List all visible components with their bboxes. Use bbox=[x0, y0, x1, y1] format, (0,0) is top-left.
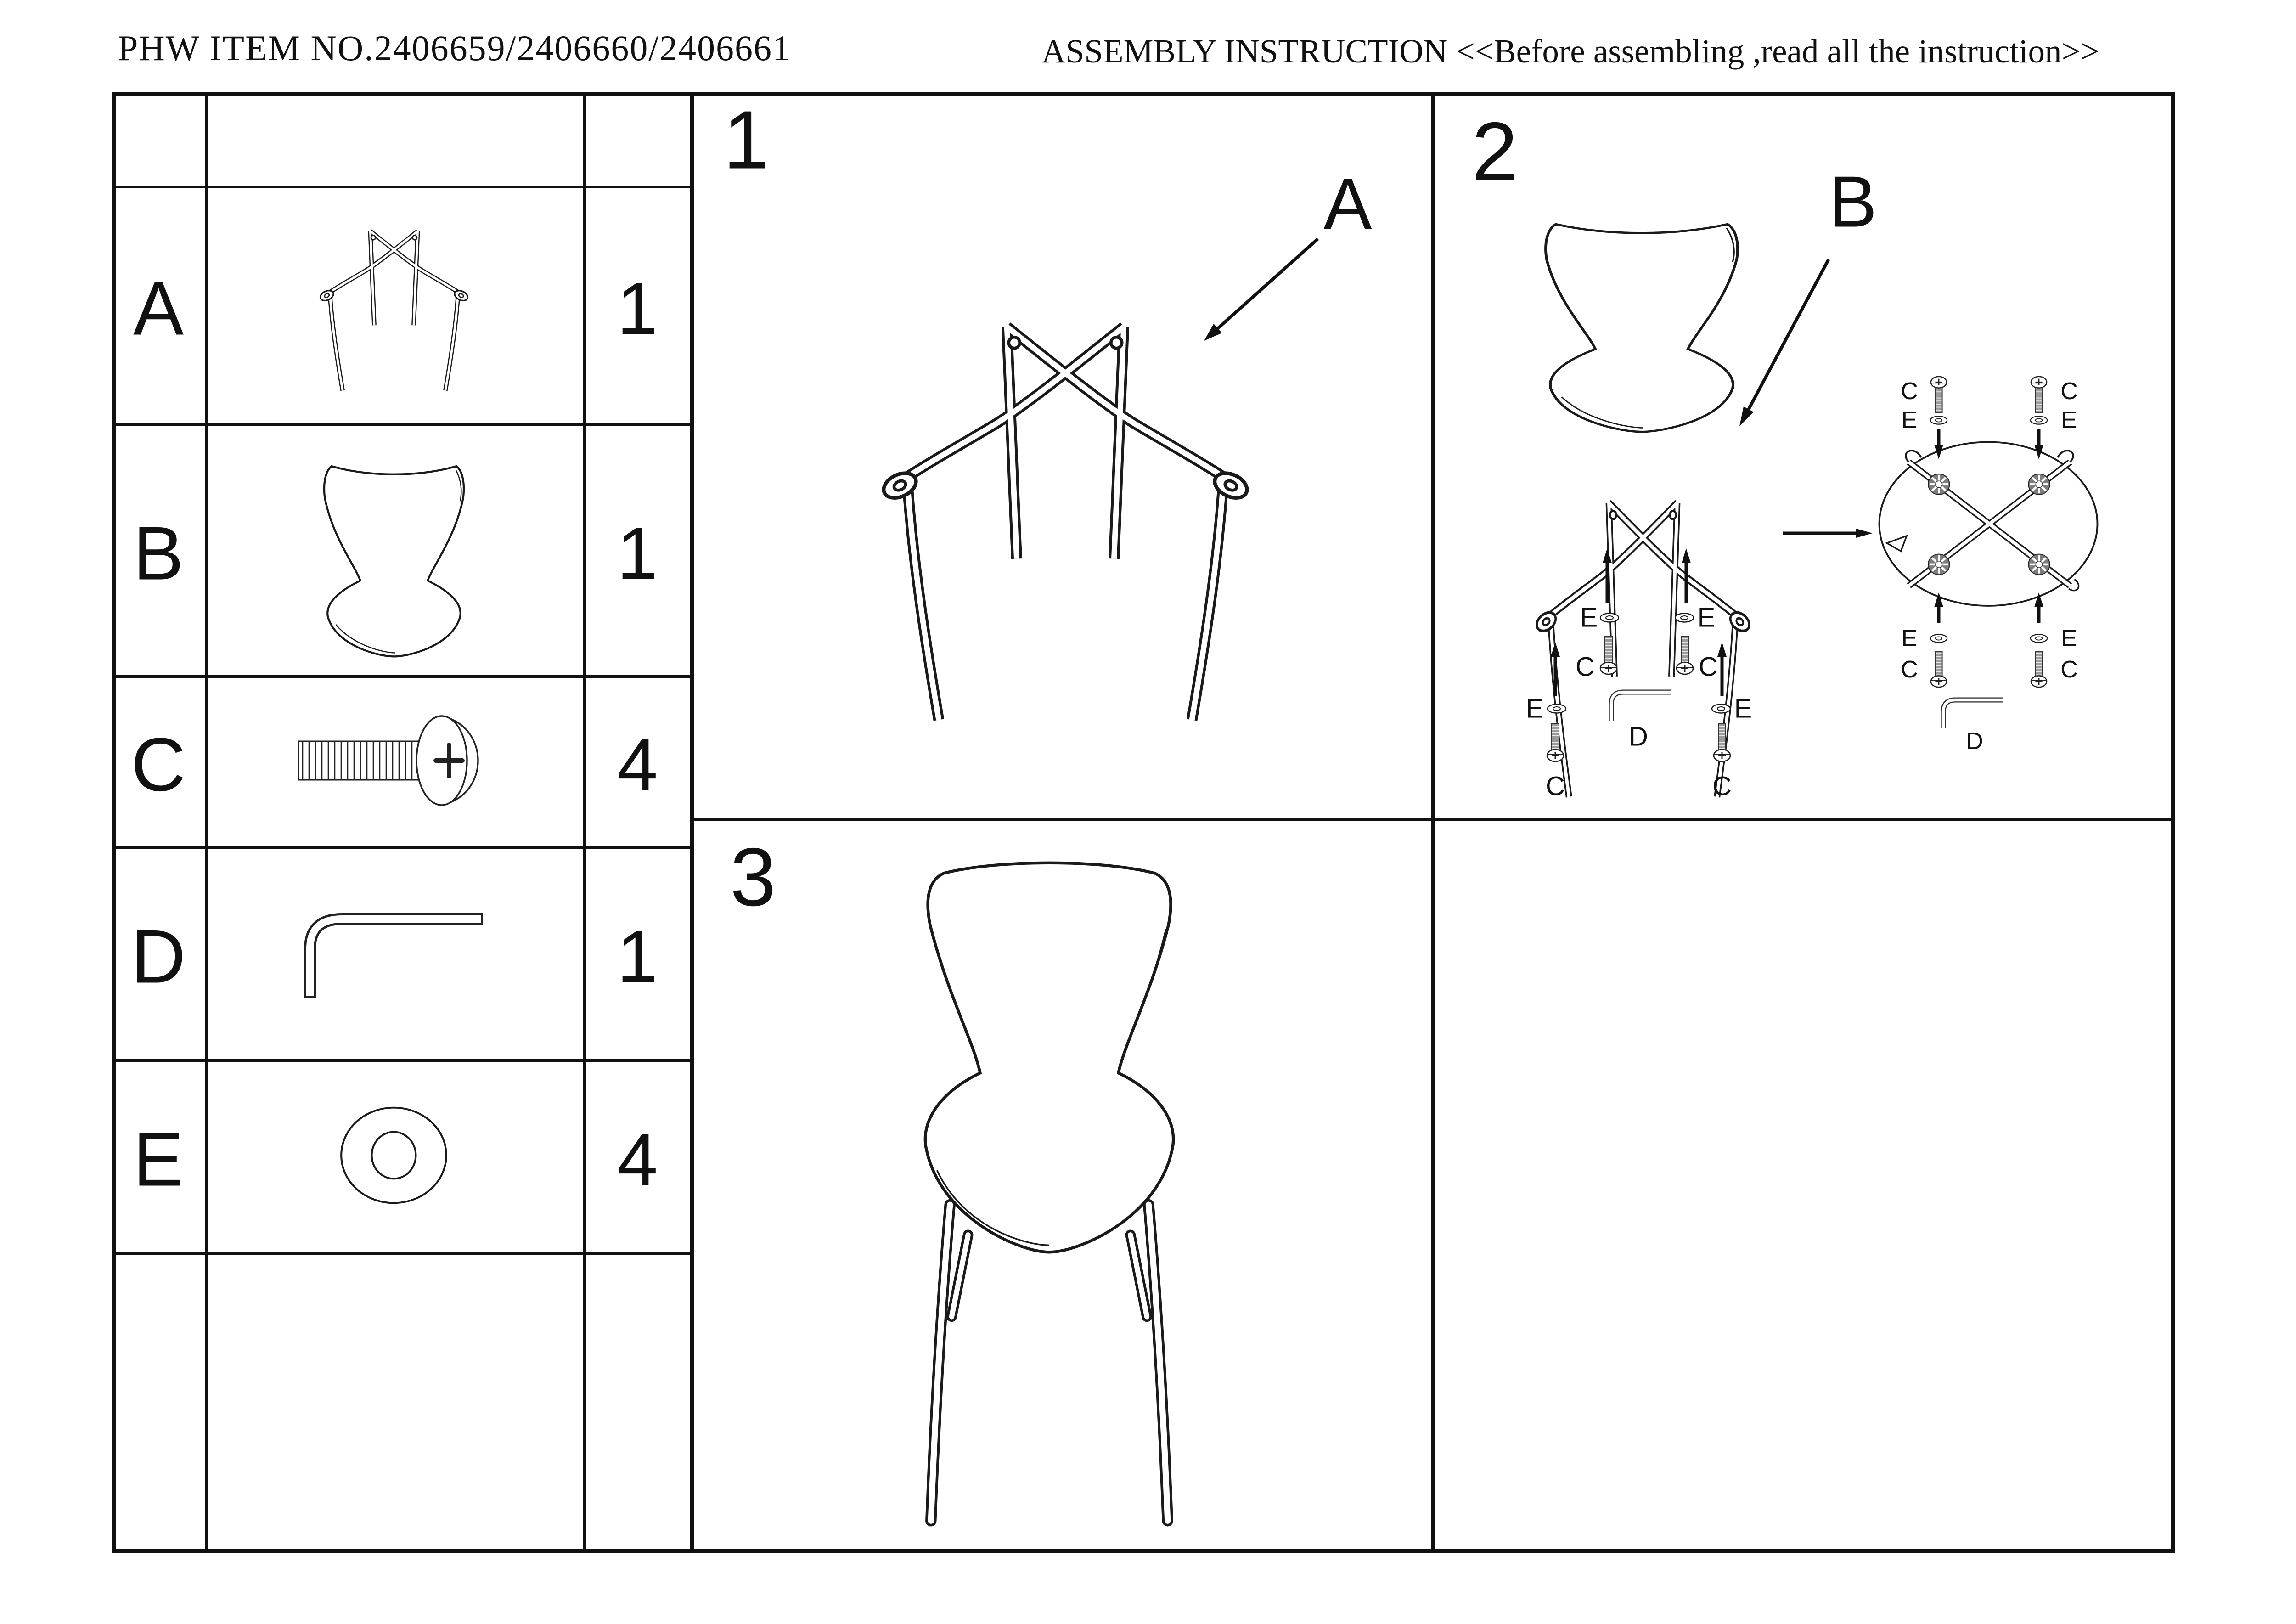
screw-icon bbox=[280, 692, 501, 829]
table-row-divider-3 bbox=[112, 675, 692, 678]
part-letter-b: B bbox=[133, 511, 184, 596]
screw-icon bbox=[1930, 374, 1948, 414]
step2-callout-b: B bbox=[1829, 161, 1877, 242]
part-qty-b: 1 bbox=[617, 512, 658, 594]
arrow-up-icon bbox=[1680, 547, 1692, 605]
part-qty-a: 1 bbox=[617, 267, 658, 350]
washer-label: E bbox=[1901, 625, 1918, 652]
screw-icon bbox=[1712, 722, 1732, 764]
table-col-divider-2 bbox=[583, 92, 586, 1551]
table-col-divider-1 bbox=[205, 92, 208, 1551]
screw-label: C bbox=[1576, 652, 1595, 682]
table-row-divider-1 bbox=[112, 186, 692, 188]
screw-label: C bbox=[2060, 378, 2078, 405]
washer-icon bbox=[2029, 416, 2049, 425]
screw-label: C bbox=[2060, 656, 2078, 683]
screw-icon bbox=[1599, 635, 1618, 677]
allen-key-icon bbox=[289, 898, 496, 1006]
arrow-up-icon bbox=[1601, 547, 1613, 605]
step3-assembled-chair-drawing bbox=[868, 847, 1231, 1536]
tool-label: D bbox=[1629, 722, 1648, 752]
step2-seat-bottom-view-drawing bbox=[1874, 439, 2103, 618]
panel-divider-vertical bbox=[1431, 92, 1435, 1551]
washer-icon bbox=[2029, 634, 2049, 643]
table-row-divider-4 bbox=[112, 846, 692, 849]
screw-icon bbox=[2030, 649, 2048, 690]
washer-icon bbox=[1711, 704, 1731, 714]
step1-callout-arrow bbox=[1194, 225, 1327, 349]
washer-label: E bbox=[1697, 603, 1716, 633]
screw-icon bbox=[1930, 649, 1948, 690]
screw-label: C bbox=[1546, 771, 1565, 801]
border-top bbox=[112, 92, 2174, 96]
arrow-up-icon bbox=[1716, 641, 1728, 699]
arrow-right-icon bbox=[1782, 527, 1874, 539]
screw-label: C bbox=[1901, 378, 1918, 405]
washer-icon bbox=[1929, 634, 1949, 643]
part-letter-e: E bbox=[133, 1117, 184, 1202]
step2-callout-arrow bbox=[1731, 253, 1837, 432]
washer-icon bbox=[1674, 613, 1694, 623]
screw-icon bbox=[2030, 374, 2048, 414]
step2-seat-shell-drawing bbox=[1515, 197, 1768, 433]
washer-label: E bbox=[2061, 625, 2077, 652]
arrow-down-icon bbox=[1933, 428, 1945, 460]
part-qty-c: 4 bbox=[617, 723, 658, 806]
table-row-divider-5 bbox=[112, 1059, 692, 1062]
step3-number: 3 bbox=[730, 831, 777, 924]
part-letter-c: C bbox=[131, 722, 186, 807]
item-number: PHW ITEM NO.2406659/2406660/2406661 bbox=[118, 28, 792, 68]
washer-icon bbox=[1599, 613, 1620, 623]
arrow-up-icon bbox=[2033, 592, 2045, 624]
panel-divider-horizontal bbox=[690, 818, 2175, 821]
table-row-divider-6 bbox=[112, 1252, 692, 1255]
washer-label: E bbox=[1525, 694, 1544, 724]
washer-label: E bbox=[1734, 694, 1752, 724]
border-bottom bbox=[112, 1549, 2174, 1553]
washer-icon bbox=[338, 1101, 450, 1209]
arrow-up-icon bbox=[1549, 641, 1561, 699]
screw-label: C bbox=[1712, 771, 1732, 801]
allen-key-icon bbox=[1937, 694, 2006, 731]
tool-label: D bbox=[1966, 728, 1983, 755]
part-letter-d: D bbox=[131, 914, 186, 999]
border-right bbox=[2171, 92, 2175, 1553]
washer-icon bbox=[1547, 704, 1567, 714]
page-title: ASSEMBLY INSTRUCTION <<Before assembling ,read all the instruction>> bbox=[1041, 33, 2099, 70]
washer-label: E bbox=[1901, 407, 1918, 434]
border-left bbox=[112, 92, 116, 1553]
screw-icon bbox=[1675, 635, 1694, 677]
table-right-edge bbox=[690, 92, 694, 1551]
screw-icon bbox=[1546, 722, 1565, 764]
table-row-divider-2 bbox=[112, 423, 692, 426]
arrow-up-icon bbox=[1933, 592, 1945, 624]
step2-base-frame-drawing bbox=[1501, 465, 1785, 812]
screw-label: C bbox=[1901, 656, 1918, 683]
screw-label: C bbox=[1699, 652, 1718, 682]
arrow-down-icon bbox=[2033, 428, 2045, 460]
step1-callout-a: A bbox=[1323, 164, 1372, 245]
part-letter-a: A bbox=[133, 266, 184, 351]
step2-number: 2 bbox=[1471, 105, 1518, 198]
washer-label: E bbox=[2061, 407, 2077, 434]
washer-label: E bbox=[1580, 603, 1598, 633]
chair-base-frame-icon bbox=[295, 210, 493, 399]
seat-shell-icon bbox=[302, 441, 486, 658]
allen-key-icon bbox=[1605, 687, 1674, 723]
step1-number: 1 bbox=[723, 94, 770, 186]
part-qty-e: 4 bbox=[617, 1118, 658, 1201]
part-qty-d: 1 bbox=[617, 915, 658, 998]
washer-icon bbox=[1929, 416, 1949, 425]
